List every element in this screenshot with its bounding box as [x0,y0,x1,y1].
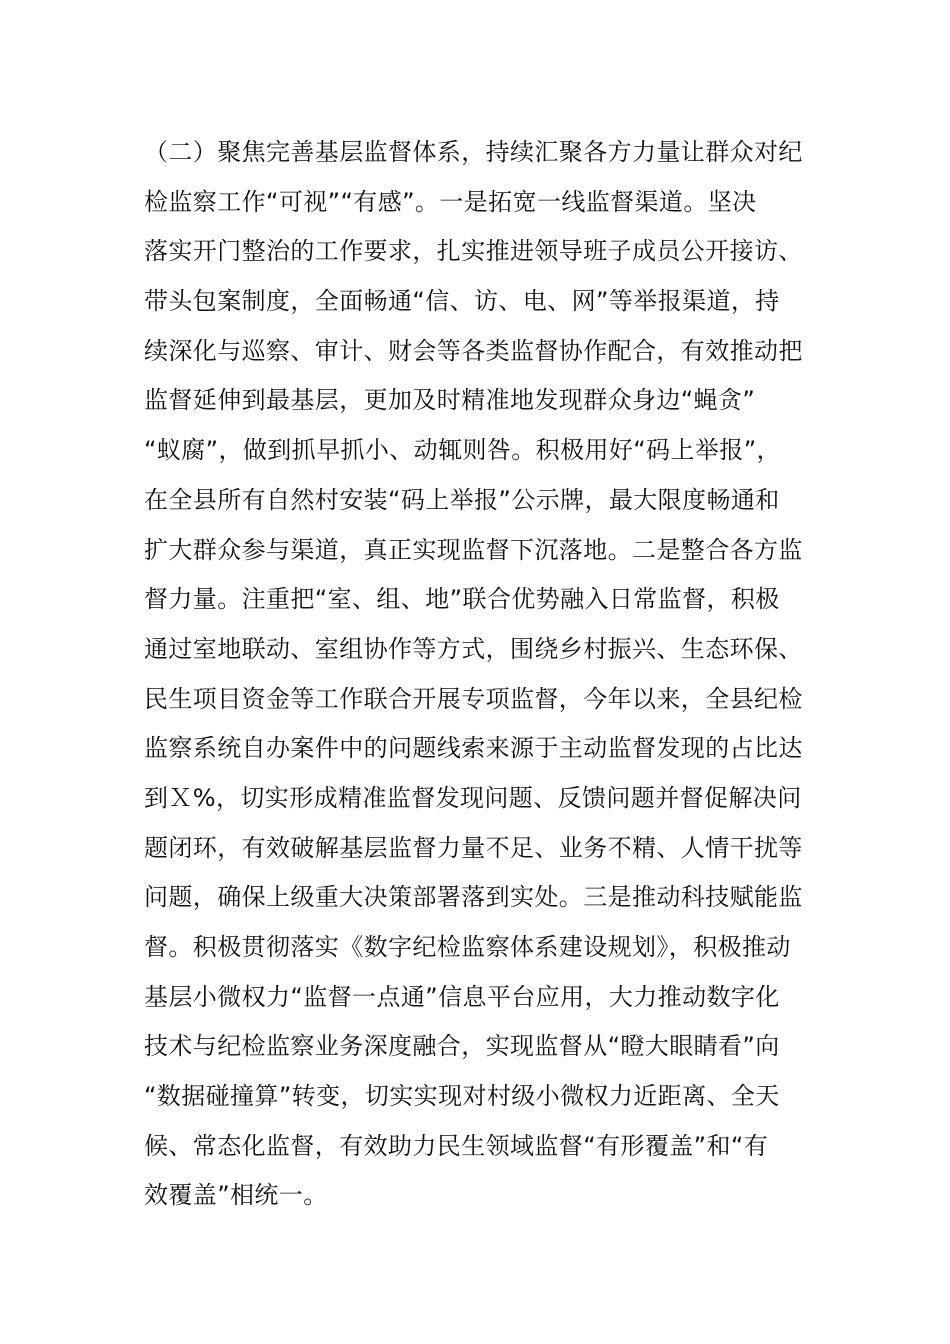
body-paragraph [144,128,814,1221]
paragraph-line: 督力量。注重把“室、组、地”联合优势融入日常监督，积极 [144,585,780,614]
paragraph-line: 扩大群众参与渠道，真正实现监督下沉落地。二是整合各方监 [144,535,803,564]
paragraph-line: 监督延伸到最基层，更加及时精准地发现群众身边“蝇贪” [144,386,756,415]
paragraph-line: 在全县所有自然村安装“码上举报”公示牌，最大限度畅通和 [144,485,780,514]
paragraph-line: 续深化与巡察、审计、财会等各类监督协作配合，有效推动把 [144,336,803,365]
paragraph-line: 通过室地联动、室组协作等方式，围绕乡村振兴、生态环保、 [144,634,803,663]
paragraph-line: 问题，确保上级重大决策部署落到实处。三是推动科技赋能监 [144,883,803,912]
paragraph-line: 督。积极贯彻落实《数字纪检监察体系建设规划》，积极推动 [144,933,791,961]
paragraph-line: 带头包案制度，全面畅通“信、访、电、网”等举报渠道，持 [144,287,780,316]
paragraph-line: “蚁腐”，做到抓早抓小、动辄则咎。积极用好“码上举报”， [144,436,781,465]
paragraph-line: 基层小微权力“监督一点通”信息平台应用，大力推动数字化 [144,982,780,1011]
paragraph-line: （二）聚焦完善基层监督体系，持续汇聚各方力量让群众对纪 [144,138,803,166]
paragraph-line: 候、常态化监督，有效助力民生领域监督“有形覆盖”和“有 [144,1131,769,1160]
paragraph-line: 监察系统自办案件中的问题线索来源于主动监督发现的占比达 [144,734,803,763]
paragraph-line: “数据碰撞算”转变，切实实现对村级小微权力近距离、全天 [144,1082,780,1111]
paragraph-line: 落实开门整治的工作要求，扎实推进领导班子成员公开接访、 [144,237,803,266]
paragraph-line: 技术与纪检监察业务深度融合，实现监督从“瞪大眼睛看”向 [144,1032,780,1061]
paragraph-line: 效覆盖”相统一。 [144,1181,328,1210]
paragraph-line: 民生项目资金等工作联合开展专项监督，今年以来，全县纪检 [144,684,803,713]
paragraph-line: 检监察工作“可视”“有感”。一是拓宽一线监督渠道。坚决 [144,187,757,216]
paragraph-line: 到Ｘ%，切实形成精准监督发现问题、反馈问题并督促解决问 [144,783,802,812]
paragraph-line: 题闭环，有效破解基层监督力量不足、业务不精、人情干扰等 [144,833,803,862]
